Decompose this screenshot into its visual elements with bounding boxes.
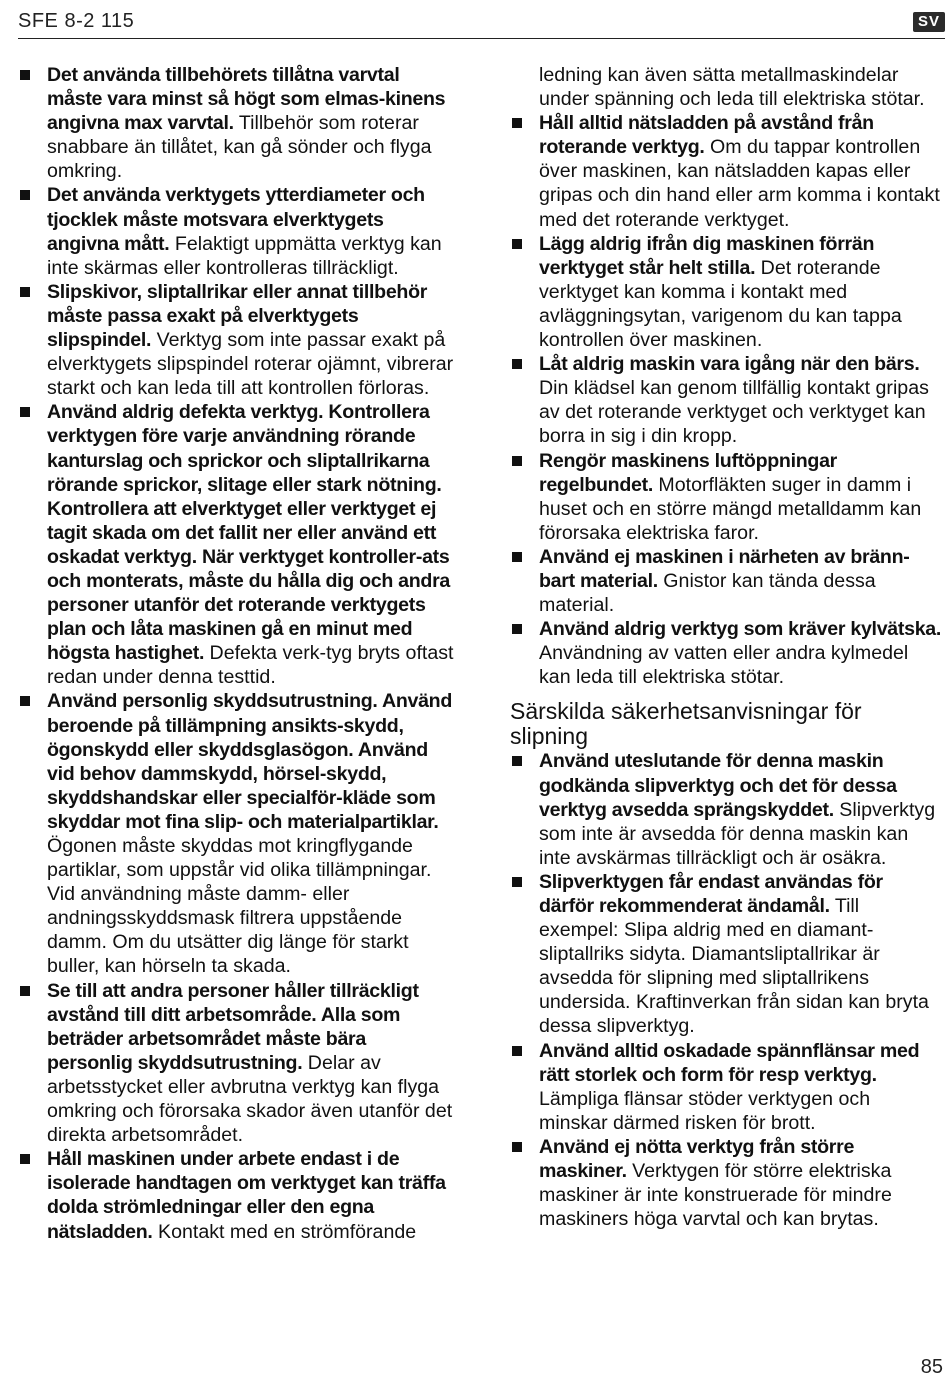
item-text: Gnistor kan tända dessa material. — [539, 569, 876, 617]
item-heading: Håll maskinen under arbete endast i de isolerade handtagen om verktyget kan träffa dolda strömledningar eller den egna nätsladden. — [47, 1148, 446, 1243]
item-heading: Det använda verktygets ytterdiameter och tjocklek måste motsvara elverktygets angivna mått. — [47, 184, 425, 255]
square-bullet-icon — [20, 407, 30, 417]
safety-item — [18, 400, 454, 689]
item-heading: Rengör maskinens luftöppningar regelbundet. — [539, 449, 837, 496]
safety-item — [510, 449, 942, 545]
square-bullet-icon — [512, 118, 522, 128]
square-bullet-icon — [512, 877, 522, 887]
item-text: Kontakt med en strömförande — [152, 1220, 417, 1243]
safety-item — [510, 111, 942, 231]
item-text: Verktygen för större elektriska maskiner är inte konstruerade för mindre maskiners höga varvtal och kan brytas. — [539, 1160, 892, 1231]
square-bullet-icon — [20, 986, 30, 996]
item-text: Felaktigt uppmätta verktyg kan inte skärmas eller kontrolleras tillräckligt. — [47, 232, 442, 279]
square-bullet-icon — [20, 696, 30, 706]
safety-item — [18, 183, 454, 279]
item-heading: Slipskivor, sliptallrikar eller annat tillbehör måste passa exakt på elverktygets slipspindel. — [47, 280, 428, 352]
item-heading: Se till att andra personer håller tillräckligt avstånd till ditt arbetsområde. Alla som beträder arbetsområdet måste bära personlig skyddsutrustning. — [47, 979, 419, 1074]
square-bullet-icon — [512, 552, 522, 562]
item-text: Lämpliga flänsar stöder verktygen och minskar därmed risken för brott. — [539, 1087, 871, 1134]
page-number: 85 — [920, 1356, 943, 1378]
left-column — [18, 63, 454, 1244]
item-text: Slipverktyg som inte är avsedda för denna maskin kan inte avskärmas tillräckligt och är osäkra. — [539, 798, 936, 869]
safety-item — [510, 1135, 942, 1231]
square-bullet-icon — [20, 1154, 30, 1164]
item-heading: Använd ej nötta verktyg från större maskiner. — [539, 1135, 855, 1183]
item-heading: Slipverktygen får endast användas för därför rekommenderat ändamål. — [539, 870, 883, 917]
item-heading: Använd alltid oskadade spännflänsar med rätt storlek och form för resp verktyg. — [539, 1039, 920, 1086]
page-header — [18, 8, 945, 39]
safety-item — [510, 1039, 942, 1135]
item-heading: Lägg aldrig ifrån dig maskinen förrän verktyget står helt stilla. — [539, 232, 875, 279]
safety-item — [510, 232, 942, 352]
item-text: Motorfläkten suger in damm i huset och en större mängd metalldamm kan förorsaka elektriska faror. — [539, 473, 922, 544]
language-badge: SV — [913, 12, 945, 32]
safety-item — [510, 545, 942, 617]
item-heading: Använd aldrig defekta verktyg. Kontrollera verktygen före varje användning rörande kanturslag och sprickor och sliptallrikarna rörande sprickor, slitage eller stark nötning. Kontrollera att elverktyget eller verktyget ej tagit skada om det fallit ner eller använd ett oskadat verktyg. När verktyget kontroller-ats och monterats, måste du hålla dig och andra personer utanför det roterande verktygets plan och låta maskinen gå en minut med högsta hastighet. — [47, 401, 451, 665]
square-bullet-icon — [20, 190, 30, 200]
item-text: Till exempel: Slipa aldrig med en diamant-sliptallriks sidyta. Diamantsliptallrikar är avsedda för slipning med sliptallrikens undersida. Kraftinverkan från sidan kan bryta dessa slipverktyg. — [539, 895, 929, 1038]
item-text: Tillbehör som roterar snabbare än tillåtet, kan gå sönder och flyga omkring. — [47, 112, 432, 183]
continuation-text: ledning kan även sätta metallmaskindelar under spänning och leda till elektriska stötar. — [539, 64, 925, 111]
square-bullet-icon — [512, 239, 522, 249]
square-bullet-icon — [512, 624, 522, 634]
square-bullet-icon — [512, 359, 522, 369]
square-bullet-icon — [512, 1142, 522, 1152]
item-text: Defekta verk-tyg bryts oftast redan under denna testtid. — [47, 642, 454, 689]
section-title: Särskilda säkerhetsanvisningar för slipning — [510, 698, 862, 750]
item-heading: Låt aldrig maskin vara igång när den bärs. — [539, 353, 920, 376]
square-bullet-icon — [20, 70, 30, 80]
item-text: Det roterande verktyget kan komma i kontakt med avläggningsytan, varigenom du kan tappa kontrollen över maskinen. — [539, 256, 902, 352]
square-bullet-icon — [512, 456, 522, 466]
safety-item — [18, 979, 454, 1148]
item-heading: Använd aldrig verktyg som kräver kylvätska. — [539, 618, 942, 641]
item-text: Delar av arbetsstycket eller avbrutna verktyg kan flyga omkring och förorsaka skador även utanför det direkta arbetsområdet. — [47, 1051, 453, 1147]
safety-item — [18, 689, 454, 978]
safety-item — [510, 749, 942, 869]
item-heading: Använd ej maskinen i närheten av bränn-bart material. — [539, 545, 910, 592]
item-heading: Det använda tillbehörets tillåtna varvtal måste vara minst så högt som elmas-kinens angivna max varvtal. — [47, 64, 446, 135]
model-number: SFE 8-2 115 — [18, 10, 135, 32]
item-text: Användning av vatten eller andra kylmedel kan leda till elektriska stötar. — [539, 642, 909, 689]
item-text: Din klädsel kan genom tillfällig kontakt gripas av det roterande verktyget och verktyget kan borra in sig i din kropp. — [539, 377, 929, 448]
safety-item — [18, 63, 454, 183]
right-column — [510, 63, 942, 1231]
square-bullet-icon — [20, 287, 30, 297]
safety-item — [18, 1147, 454, 1243]
safety-item — [510, 617, 942, 689]
item-heading: Använd personlig skyddsutrustning. Använd beroende på tillämpning ansikts-skydd, ögonskydd eller skyddsglasögon. Använd vid behov dammskydd, hörsel-skydd, skyddshandskar eller specialför-kläde som skyddar mot fina slip- och materialpartiklar. — [47, 690, 453, 833]
item-heading: Använd uteslutande för denna maskin godkända slipverktyg och det för dessa verktyg avsedda sprängskyddet. — [539, 750, 897, 821]
safety-item — [18, 280, 454, 400]
square-bullet-icon — [512, 756, 522, 766]
safety-item — [510, 870, 942, 1039]
safety-item — [510, 352, 942, 448]
item-text: Ögonen måste skyddas mot kringflygande partiklar, som uppstår vid olika tillämpningar. Vid användning måste damm- eller andningsskyddsmask filtrera uppstående damm. Om du utsätter dig länge för starkt buller, kan hörseln ta skada. — [47, 835, 432, 978]
square-bullet-icon — [512, 1046, 522, 1056]
item-heading: Håll alltid nätsladden på avstånd från roterande verktyg. — [539, 112, 874, 159]
item-text: Verktyg som inte passar exakt på elverktygets slipspindel roterar ojämnt, vibrerar starkt och kan leda till att kontrollen förloras. — [47, 329, 454, 400]
item-text: Om du tappar kontrollen över maskinen, kan nätsladden kapas eller gripas och din hand eller arm komma i kontakt med det roterande verktyget. — [539, 136, 940, 231]
